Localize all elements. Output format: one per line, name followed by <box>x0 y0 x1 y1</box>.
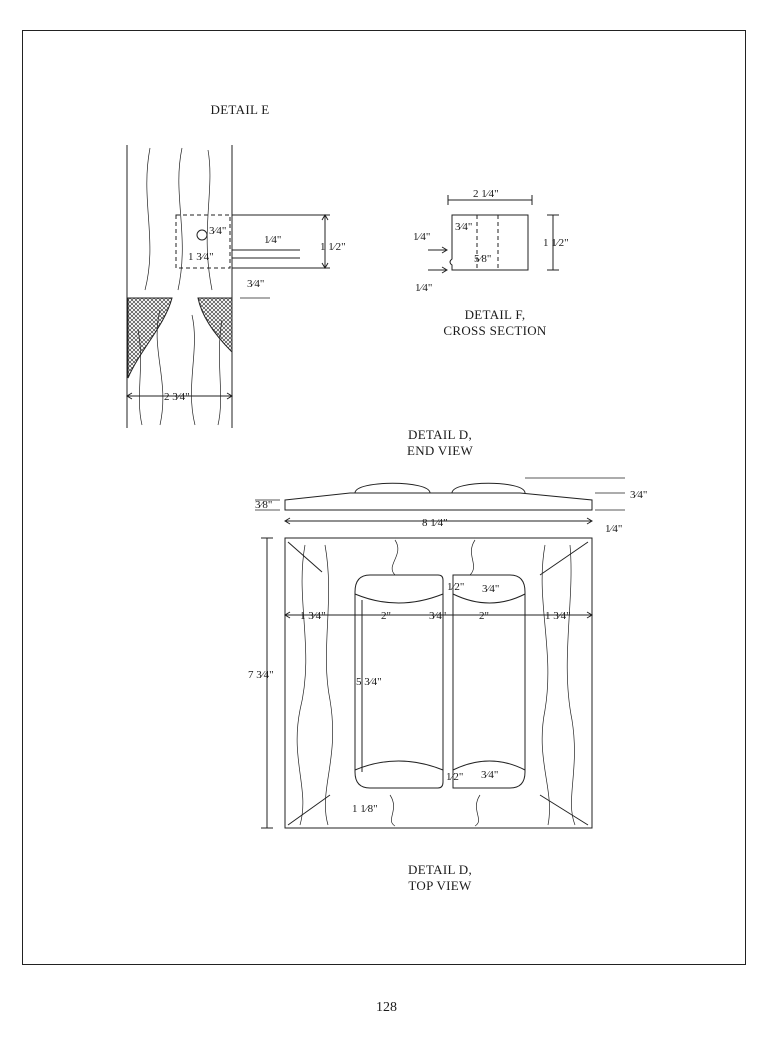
detail-d-top-dim-1-3-4-right: 1 3⁄4" <box>545 610 571 622</box>
detail-f-dim-1-4-bottom: 1⁄4" <box>415 282 433 294</box>
detail-d-top-dim-1-2-bottom: 1⁄2" <box>446 771 464 783</box>
detail-d-top-corner-line-bl <box>288 795 330 825</box>
detail-f-labels <box>413 188 569 294</box>
detail-d-top-title-line2: TOP VIEW <box>408 878 472 893</box>
detail-e-dim-1-3-4: 1 3⁄4" <box>188 251 214 263</box>
detail-f-dim-1-1-2: 1 1⁄2" <box>543 237 569 249</box>
detail-d-end-dim-1-4: 1⁄4" <box>605 523 623 535</box>
detail-e-dim-3-4-bottom: 3⁄4" <box>247 278 265 290</box>
detail-d-end-board <box>285 493 592 510</box>
detail-e-dim-3-4-top: 3⁄4" <box>209 225 227 237</box>
detail-d-top-board <box>285 538 592 828</box>
detail-f-title-line2: CROSS SECTION <box>443 323 547 338</box>
detail-d-end-title-line2: END VIEW <box>406 443 474 458</box>
detail-d-top-corner-line-tr <box>540 542 588 575</box>
detail-f-dim-1-4-top: 1⁄4" <box>413 231 431 243</box>
detail-e-labels <box>164 225 346 403</box>
detail-d-top-dim-3-4-mid: 3⁄4" <box>429 610 447 622</box>
detail-f-arrow-1-4-bottom <box>428 267 447 273</box>
detail-d-top-slot-left-arc-bottom <box>355 761 443 770</box>
detail-d-top-dim-2-left: 2" <box>381 610 391 622</box>
detail-d-top-dim-3-4-bottom: 3⁄4" <box>481 769 499 781</box>
detail-d-end-title-line1: DETAIL D, <box>408 427 472 442</box>
detail-d-end-dim-8-1-4: 8 1⁄4" <box>422 517 448 529</box>
detail-f-dim-3-4: 3⁄4" <box>455 221 473 233</box>
detail-d-top-dim-3-4-top: 3⁄4" <box>482 583 500 595</box>
detail-f-arrow-1-4-top <box>428 247 447 253</box>
detail-d-top-slot-right-arc-top <box>453 594 525 603</box>
detail-e-dim-1-4: 1⁄4" <box>264 234 282 246</box>
detail-d-top-title-line1: DETAIL D, <box>408 862 472 877</box>
detail-e-peg-hole <box>197 230 207 240</box>
detail-d-top-dim-2-right: 2" <box>479 610 489 622</box>
detail-f-dim-2-1-4: 2 1⁄4" <box>473 188 499 200</box>
detail-f-drawing <box>428 195 559 273</box>
detail-d-top-corner-line-br <box>540 795 588 825</box>
detail-d-end-bump-left <box>355 483 430 493</box>
detail-e-hatch-right <box>198 298 232 352</box>
detail-d-end-dim-3-4: 3⁄4" <box>630 489 648 501</box>
detail-d-top-dim-1-2-top: 1⁄2" <box>447 581 465 593</box>
detail-d-top-dim-1-3-4-left: 1 3⁄4" <box>300 610 326 622</box>
detail-e-drawing <box>127 145 330 428</box>
detail-d-end-labels <box>255 489 647 535</box>
detail-d-top-slot-left-arc-top <box>355 594 443 603</box>
detail-d-top-dim-7-3-4: 7 3⁄4" <box>248 669 274 681</box>
detail-e-hatch-left <box>128 298 172 378</box>
detail-d-top-wood-grain <box>297 540 575 826</box>
detail-f-title-line1: DETAIL F, <box>464 307 526 322</box>
detail-f-dim-5-8: 5⁄8" <box>474 253 492 265</box>
detail-d-top-dim-5-3-4: 5 3⁄4" <box>356 676 382 688</box>
detail-e-title: DETAIL E <box>210 102 270 117</box>
detail-d-top-dim-1-1-8: 1 1⁄8" <box>352 803 378 815</box>
detail-d-top-slot-right <box>453 575 525 788</box>
detail-e-dim-1-1-2: 1 1⁄2" <box>320 241 346 253</box>
page-number: 128 <box>376 1000 397 1015</box>
detail-d-top-drawing <box>261 538 592 828</box>
detail-d-end-dim-3-8: 3⁄8" <box>255 499 273 511</box>
detail-e-wood-grain <box>138 148 222 425</box>
detail-d-top-labels <box>248 581 571 815</box>
detail-d-end-bump-right <box>452 483 525 493</box>
detail-e-dim-2-3-4: 2 3⁄4" <box>164 391 190 403</box>
